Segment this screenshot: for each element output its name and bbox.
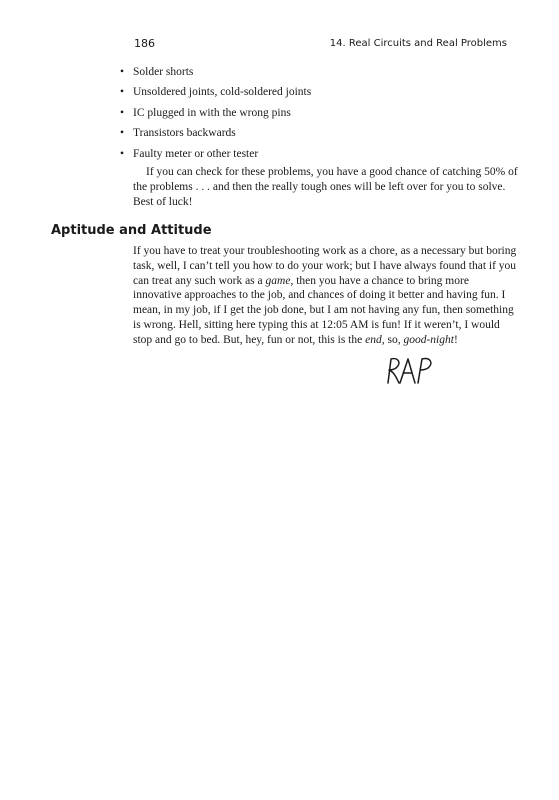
paragraph-text: , then you have a chance to bring more innovative approaches to the job, and chances of doing it better and having fun. I mean, in my job, if I get the job done, but I am not having any fun, then something is wrong. Hell, sitting here typing this at 12:05 AM is fun! If it weren’t, I would stop and go to bed. But, hey, fun or not, this is the: [133, 274, 514, 346]
signature: [382, 355, 442, 387]
section-heading: Aptitude and Attitude: [51, 223, 212, 238]
paragraph-text: If you have to treat your troubleshooting work as a chore, as a necessary but boring task, well, I can’t tell you how to do your work; but I have always found that if you can treat any such work as a: [133, 245, 517, 287]
emphasis-text: good-night: [403, 333, 454, 346]
paragraph: [133, 244, 518, 348]
emphasis-text: end,: [365, 333, 385, 346]
list-item: • IC plugged in with the wrong pins: [120, 107, 520, 121]
list-item: • Unsoldered joints, cold-soldered joints: [120, 86, 520, 100]
emphasis-text: game: [265, 274, 291, 287]
paragraph: If you can check for these problems, you have a good chance of catching 50% of the problems . . . and then the really tough ones will be left over for you to solve. Best of luck!: [133, 166, 518, 208]
chapter-title: 14. Real Circuits and Real Problems: [329, 38, 507, 49]
page-number: 186: [134, 37, 155, 50]
list-item: • Solder shorts: [120, 66, 520, 80]
list-item: • Faulty meter or other tester: [120, 148, 520, 162]
list-item: • Transistors backwards: [120, 127, 520, 141]
paragraph-text: !: [453, 333, 458, 346]
paragraph-text: so,: [384, 333, 404, 346]
bullet-list: [120, 66, 520, 168]
